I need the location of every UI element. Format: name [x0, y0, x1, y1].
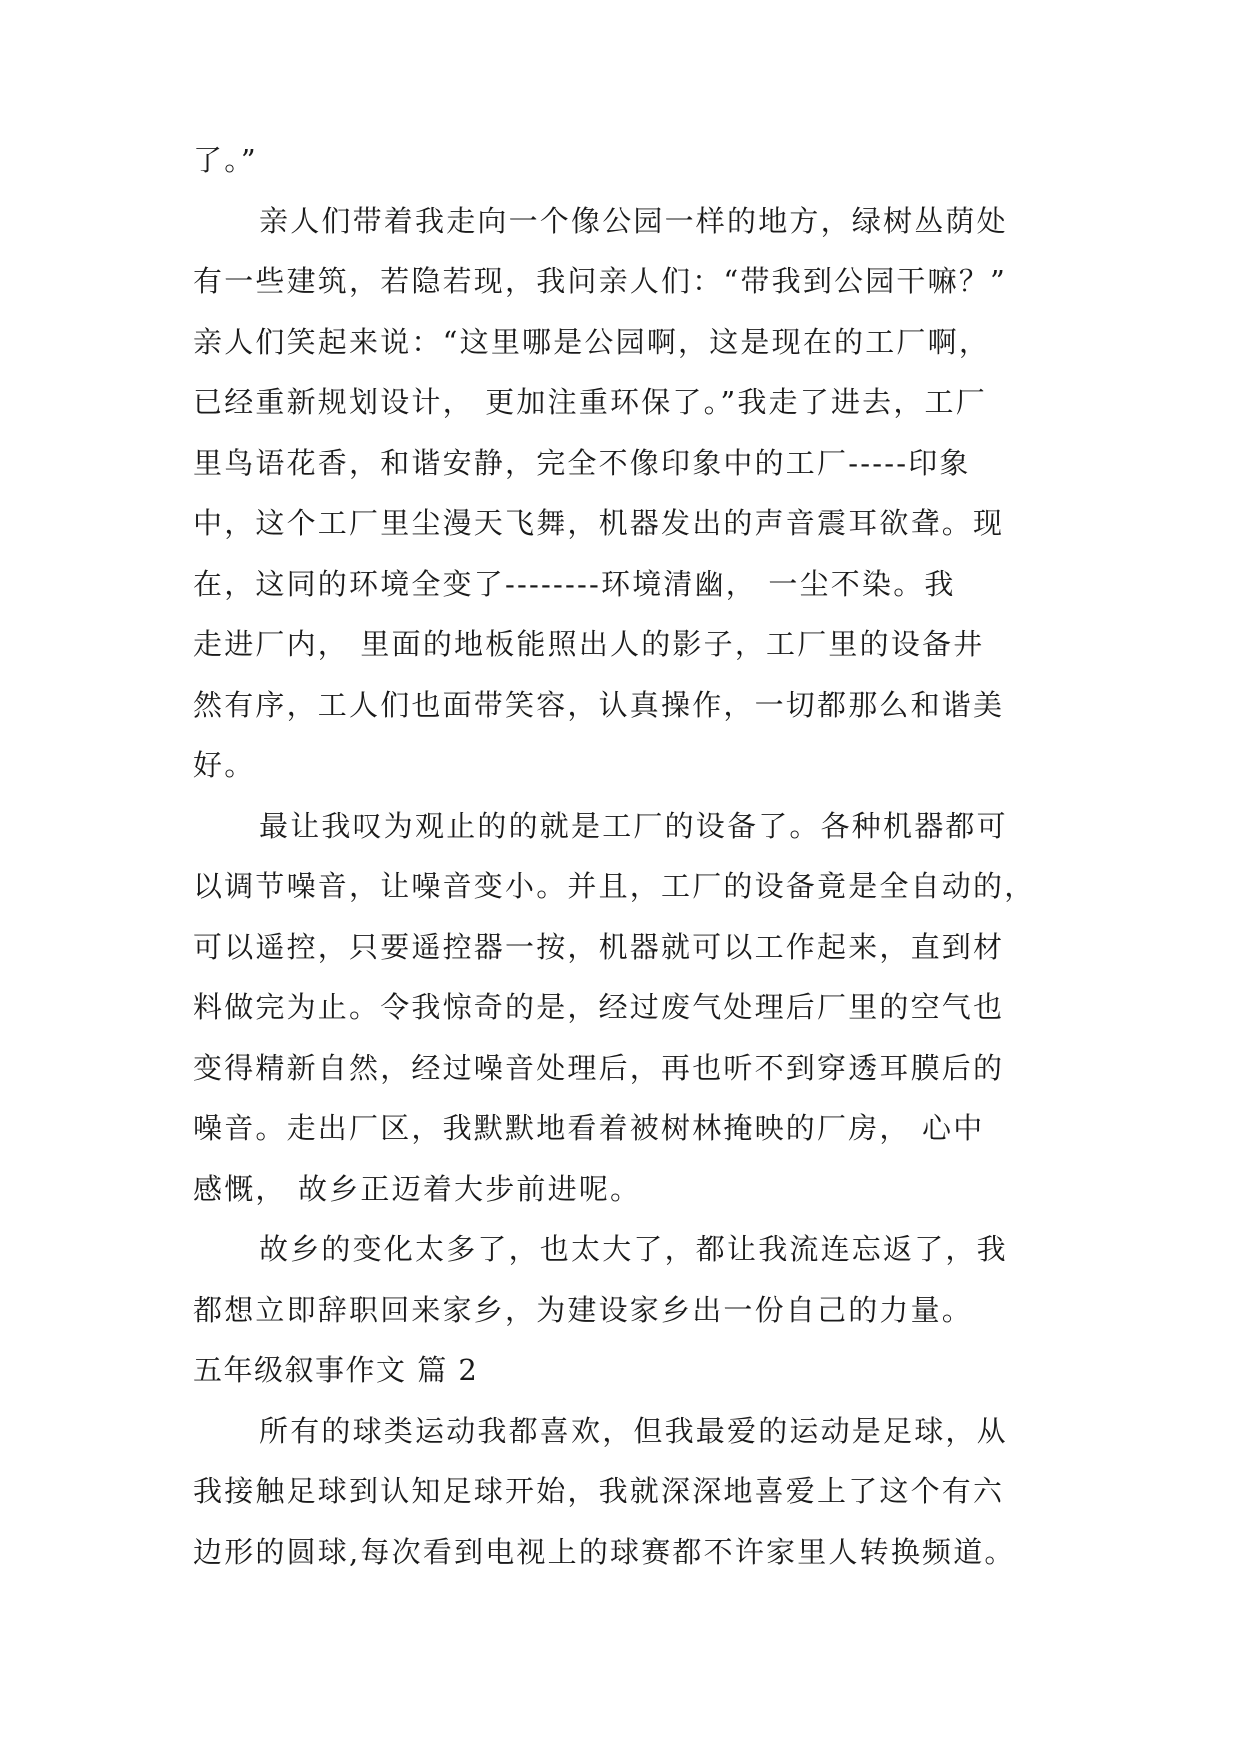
text-line: 在，这同的环境全变了--------环境清幽， 一尘不染。我	[193, 566, 956, 601]
text-line: 已经重新规划设计， 更加注重环保了。”我走了进去，工厂	[193, 385, 987, 419]
text-line: 好。	[193, 748, 256, 782]
text-line: 然有序，工人们也面带笑容，认真操作，一切都那么和谐美	[193, 687, 1005, 722]
section-heading: 五年级叙事作文 篇 2	[193, 1353, 479, 1387]
text-line: 走进厂内， 里面的地板能照出人的影子，工厂里的设备井	[193, 627, 985, 661]
text-line: 变得精新自然，经过噪音处理后，再也听不到穿透耳膜后的	[193, 1050, 1005, 1085]
paragraph-start-line: 所有的球类运动我都喜欢，但我最爱的运动是足球，从	[259, 1413, 1008, 1448]
text-line: 可以遥控，只要遥控器一按，机器就可以工作起来，直到材	[193, 929, 1005, 964]
paragraph-start-line: 最让我叹为观止的的就是工厂的设备了。各种机器都可	[259, 808, 1008, 843]
text-line: 了。”	[193, 143, 258, 177]
text-line: 噪音。走出厂区，我默默地看着被树林掩映的厂房， 心中	[193, 1111, 985, 1145]
text-line: 都想立即辞职回来家乡，为建设家乡出一份自己的力量。	[193, 1292, 974, 1327]
text-line: 里鸟语花香，和谐安静，完全不像印象中的工厂-----印象	[193, 445, 971, 480]
text-line: 有一些建筑，若隐若现，我问亲人们：“带我到公园干嘛？”	[193, 264, 1008, 298]
text-line: 亲人们笑起来说：“这里哪是公园啊，这是现在的工厂啊，	[193, 324, 991, 359]
text-line: 以调节噪音，让噪音变小。并且，工厂的设备竟是全自动的，	[193, 869, 1036, 903]
text-line: 料做完为止。令我惊奇的是，经过废气处理后厂里的空气也	[193, 990, 1005, 1024]
text-line: 边形的圆球,每次看到电视上的球赛都不许家里人转换频道。	[193, 1534, 1016, 1569]
text-line: 中，这个工厂里尘漫天飞舞，机器发出的声音震耳欲聋。现	[193, 506, 1005, 540]
text-line: 我接触足球到认知足球开始，我就深深地喜爱上了这个有六	[193, 1474, 1005, 1508]
text-line: 感慨， 故乡正迈着大步前进呢。	[193, 1171, 642, 1206]
paragraph-start-line: 亲人们带着我走向一个像公园一样的地方，绿树丛荫处	[259, 203, 1008, 238]
document-body	[193, 130, 1063, 1582]
paragraph-start-line: 故乡的变化太多了，也太大了，都让我流连忘返了，我	[259, 1232, 1008, 1266]
